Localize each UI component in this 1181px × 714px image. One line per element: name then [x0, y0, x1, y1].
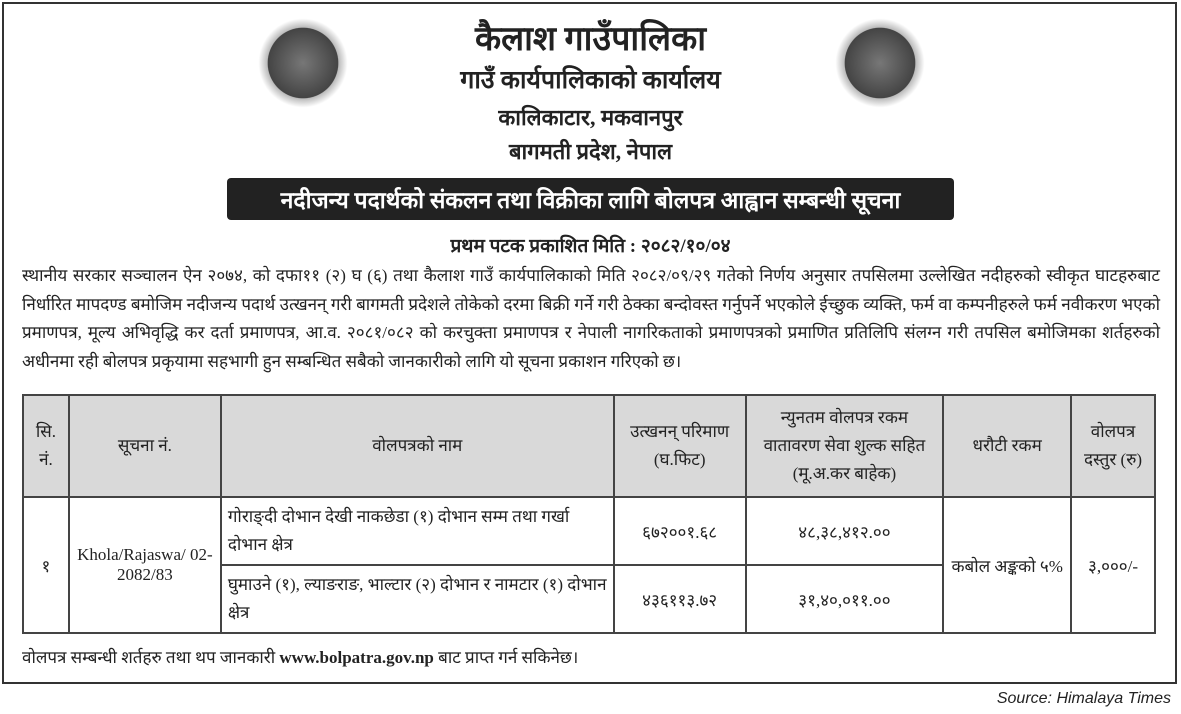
municipality-title: कैलाश गाउँपालिका	[474, 21, 707, 58]
cell-bid-name: घुमाउने (१), ल्याङराङ, भाल्टार (२) दोभान र नामटार (१) दोभान क्षेत्र	[221, 565, 614, 633]
footer-text-end: बाट प्राप्त गर्न सकिनेछ।	[433, 648, 579, 667]
col-bid-name: वोलपत्रको नाम	[221, 395, 614, 497]
cell-quantity: ४३६११३.७२	[614, 565, 746, 633]
province: बागमती प्रदेश, नेपाल	[508, 139, 673, 164]
cell-notice-no: Khola/Rajaswa/ 02-2082/83	[69, 497, 221, 633]
table-header-row	[23, 395, 1155, 497]
col-deposit: धरौटी रकम	[943, 395, 1071, 497]
cell-quantity: ६७२००१.६८	[614, 497, 746, 565]
table-row	[23, 497, 1155, 565]
cell-min-amount: ३१,४०,०११.००	[746, 565, 944, 633]
publish-date: प्रथम पटक प्रकाशित मिति : २०८२/१०/०४	[450, 236, 731, 257]
bolpatra-link[interactable]: www.bolpatra.gov.np	[279, 648, 434, 667]
cell-bid-name: गोराङ्दी दोभान देखी नाकछेडा (१) दोभान सम्म तथा गर्खा दोभान क्षेत्र	[221, 497, 614, 565]
col-min-amount: न्युनतम वोलपत्र रकम वातावरण सेवा शुल्क सहित (मू.अ.कर बाहेक)	[746, 395, 944, 497]
notice-title: नदीजन्य पदार्थको संकलन तथा विक्रीका लागि बोलपत्र आह्वान सम्बन्धी सूचना	[227, 178, 954, 220]
col-quantity: उत्खनन् परिमाण (घ.फिट)	[614, 395, 746, 497]
cell-fee: ३,०००/-	[1071, 497, 1155, 633]
cell-deposit: कबोल अङ्कको ५%	[943, 497, 1071, 633]
col-fee: वोलपत्र दस्तुर (रु)	[1071, 395, 1155, 497]
footer-text: वोलपत्र सम्बन्धी शर्तहरु तथा थप जानकारी	[22, 648, 280, 667]
col-sn: सि. नं.	[23, 395, 69, 497]
bid-table	[22, 394, 1156, 634]
notice-body: स्थानीय सरकार सञ्चालन ऐन २०७४, को दफा११ (२) घ (६) तथा कैलाश गाउँ कार्यपालिकाको मिति २०८२/०९/२९ गतेको निर्णय अनुसार तपसिलमा उल्लेखित नदीहरुको स्वीकृत घाटहरुबाट निर्धारित मापदण्ड बमोजिम नदीजन्य पदार्थ उत्खनन् गरी बागमती प्रदेशले तोकेको दरमा बिक्री गर्ने गरी ठेक्का बन्दोवस्त गर्नुपर्ने भएकोले ईच्छुक व्यक्ति, फर्म वा कम्पनीहरुले फर्म नवीकरण भएको प्रमाणपत्र, मूल्य अभिवृद्धि कर दर्ता प्रमाणपत्र, आ.व. २०८१/०८२ को करचुक्ता प्रमाणपत्र र नेपाली नागरिकताको प्रमाणपत्रको प्रमाणित प्रतिलिपि संलग्न गरी तपसिल बमोजिमका शर्तहरुको अधीनमा रही बोलपत्र प्रकृयामा सहभागी हुन सम्बन्धित सबैको जानकारीको लागि यो सूचना प्रकाशन गरिएको छ।	[22, 266, 1160, 371]
source-credit: Source: Himalaya Times	[996, 690, 1171, 707]
cell-sn: १	[23, 497, 69, 633]
office-name: गाउँ कार्यपालिकाको कार्यालय	[460, 67, 721, 94]
cell-min-amount: ४८,३८,४१२.००	[746, 497, 944, 565]
col-notice-no: सूचना नं.	[69, 395, 221, 497]
footer-note	[22, 645, 578, 668]
address: कालिकाटार, मकवानपुर	[498, 105, 683, 130]
